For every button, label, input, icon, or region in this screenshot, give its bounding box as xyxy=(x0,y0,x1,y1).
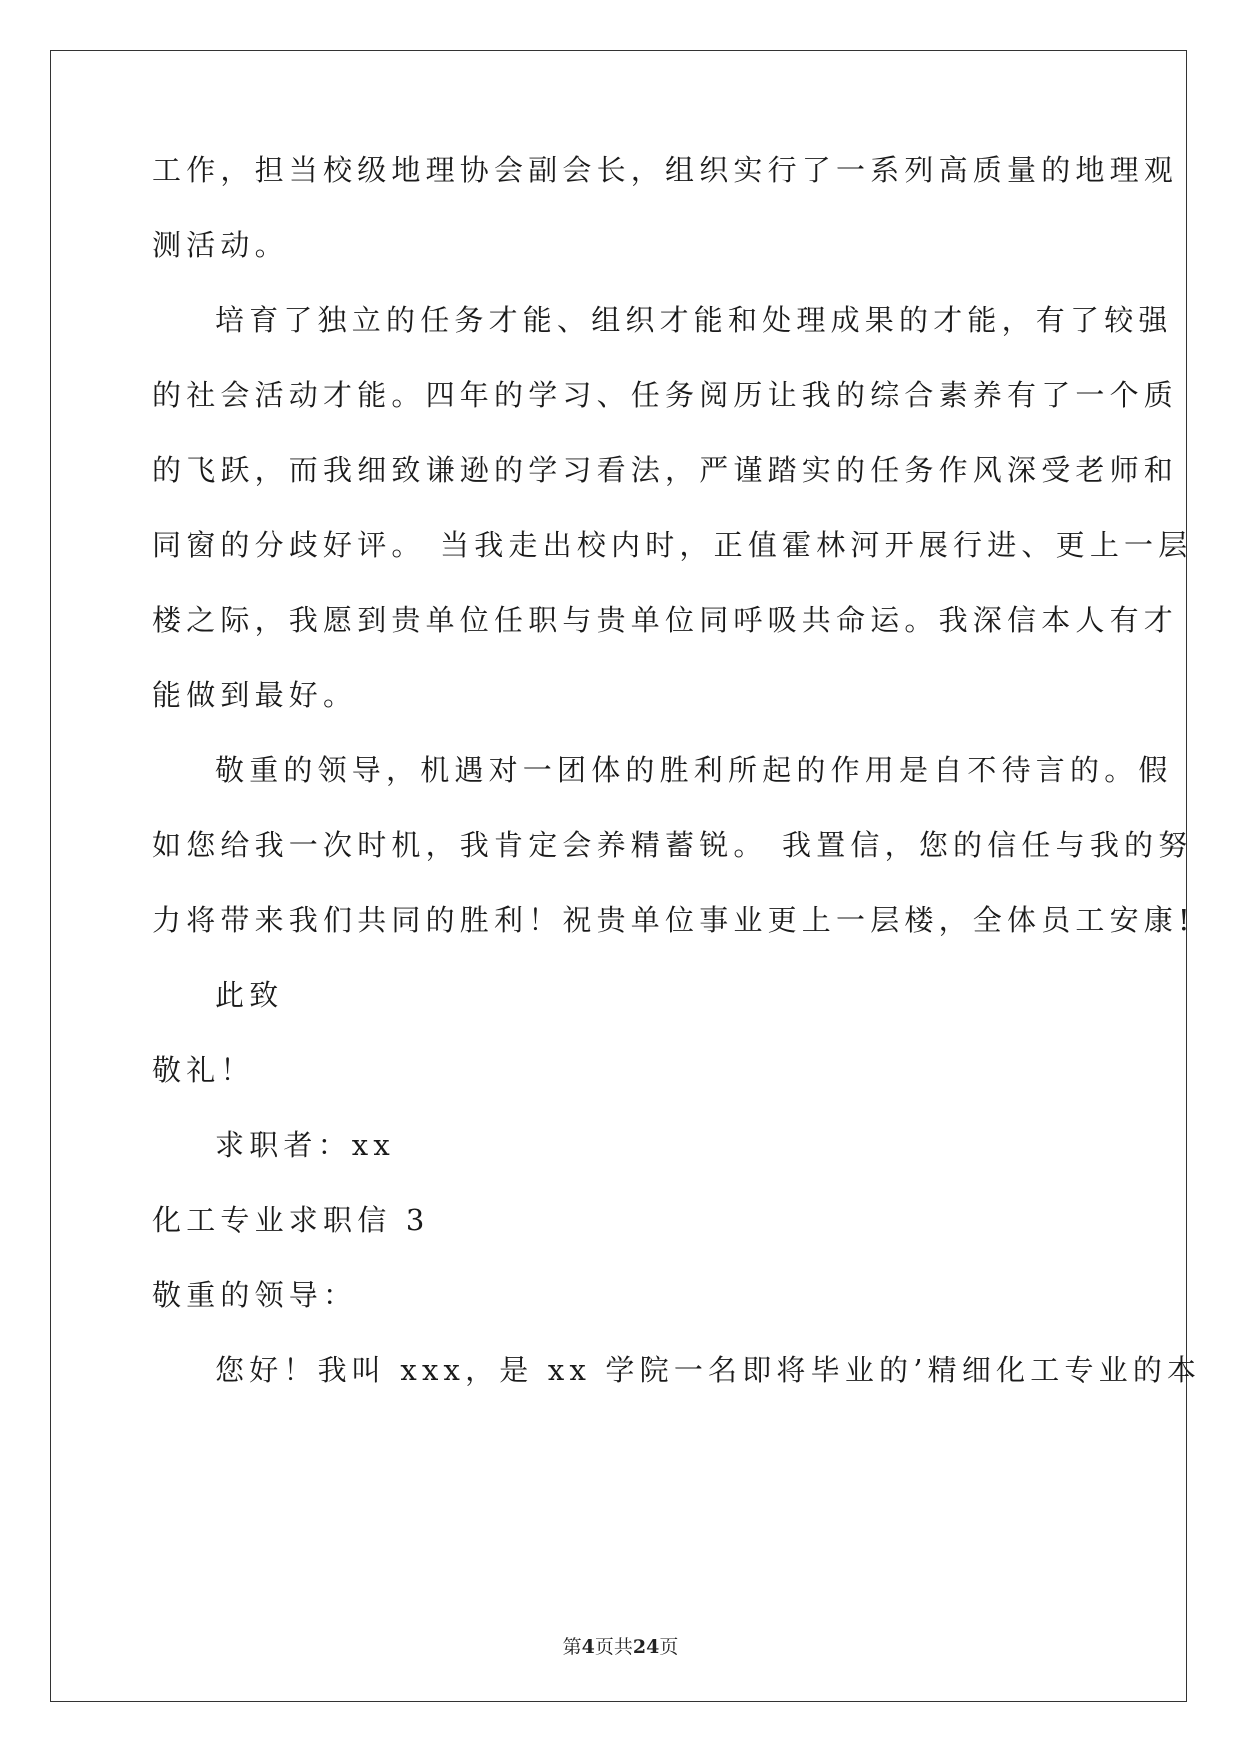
total-page-count: 24 xyxy=(632,1636,660,1658)
section-heading: 化工专业求职信 3 xyxy=(152,1203,430,1237)
text-line: 楼之际，我愿到贵单位任职与贵单位同呼吸共命运。我深信本人有才 xyxy=(152,603,1179,637)
text-line: 如您给我一次时机，我肯定会养精蓄锐。 我置信，您的信任与我的努 xyxy=(152,828,1193,862)
signature-line: 求职者：xx xyxy=(215,1128,395,1162)
text-line: 敬重的领导，机遇对一团体的胜利所起的作用是自不待言的。假 xyxy=(215,753,1173,787)
footer-total-unit: 页 xyxy=(659,1636,679,1658)
footer-page-unit: 页 xyxy=(594,1636,614,1658)
closing-salutation: 此致 xyxy=(215,978,284,1012)
closing-regards: 敬礼！ xyxy=(152,1053,255,1087)
text-line: 测活动。 xyxy=(152,228,289,262)
footer-total-prefix: 共 xyxy=(613,1636,633,1658)
text-line: 您好！我叫 xxx，是 xx 学院一名即将毕业的’精细化工专业的本 xyxy=(215,1353,1202,1387)
text-line: 力将带来我们共同的胜利！祝贵单位事业更上一层楼，全体员工安康! xyxy=(152,903,1195,937)
page-footer xyxy=(0,1635,1241,1659)
page-border xyxy=(50,50,1187,1702)
current-page-number: 4 xyxy=(581,1636,595,1658)
text-line: 能做到最好。 xyxy=(152,678,358,712)
text-line: 同窗的分歧好评。 当我走出校内时，正值霍林河开展行进、更上一层 xyxy=(152,528,1193,562)
footer-prefix: 第 xyxy=(562,1636,582,1658)
greeting-line: 敬重的领导： xyxy=(152,1278,358,1312)
text-line: 的飞跃，而我细致谦逊的学习看法，严谨踏实的任务作风深受老师和 xyxy=(152,453,1179,487)
text-line: 培育了独立的任务才能、组织才能和处理成果的才能，有了较强 xyxy=(215,303,1173,337)
text-line: 工作，担当校级地理协会副会长，组织实行了一系列高质量的地理观 xyxy=(152,153,1179,187)
text-line: 的社会活动才能。四年的学习、任务阅历让我的综合素养有了一个质 xyxy=(152,378,1179,412)
